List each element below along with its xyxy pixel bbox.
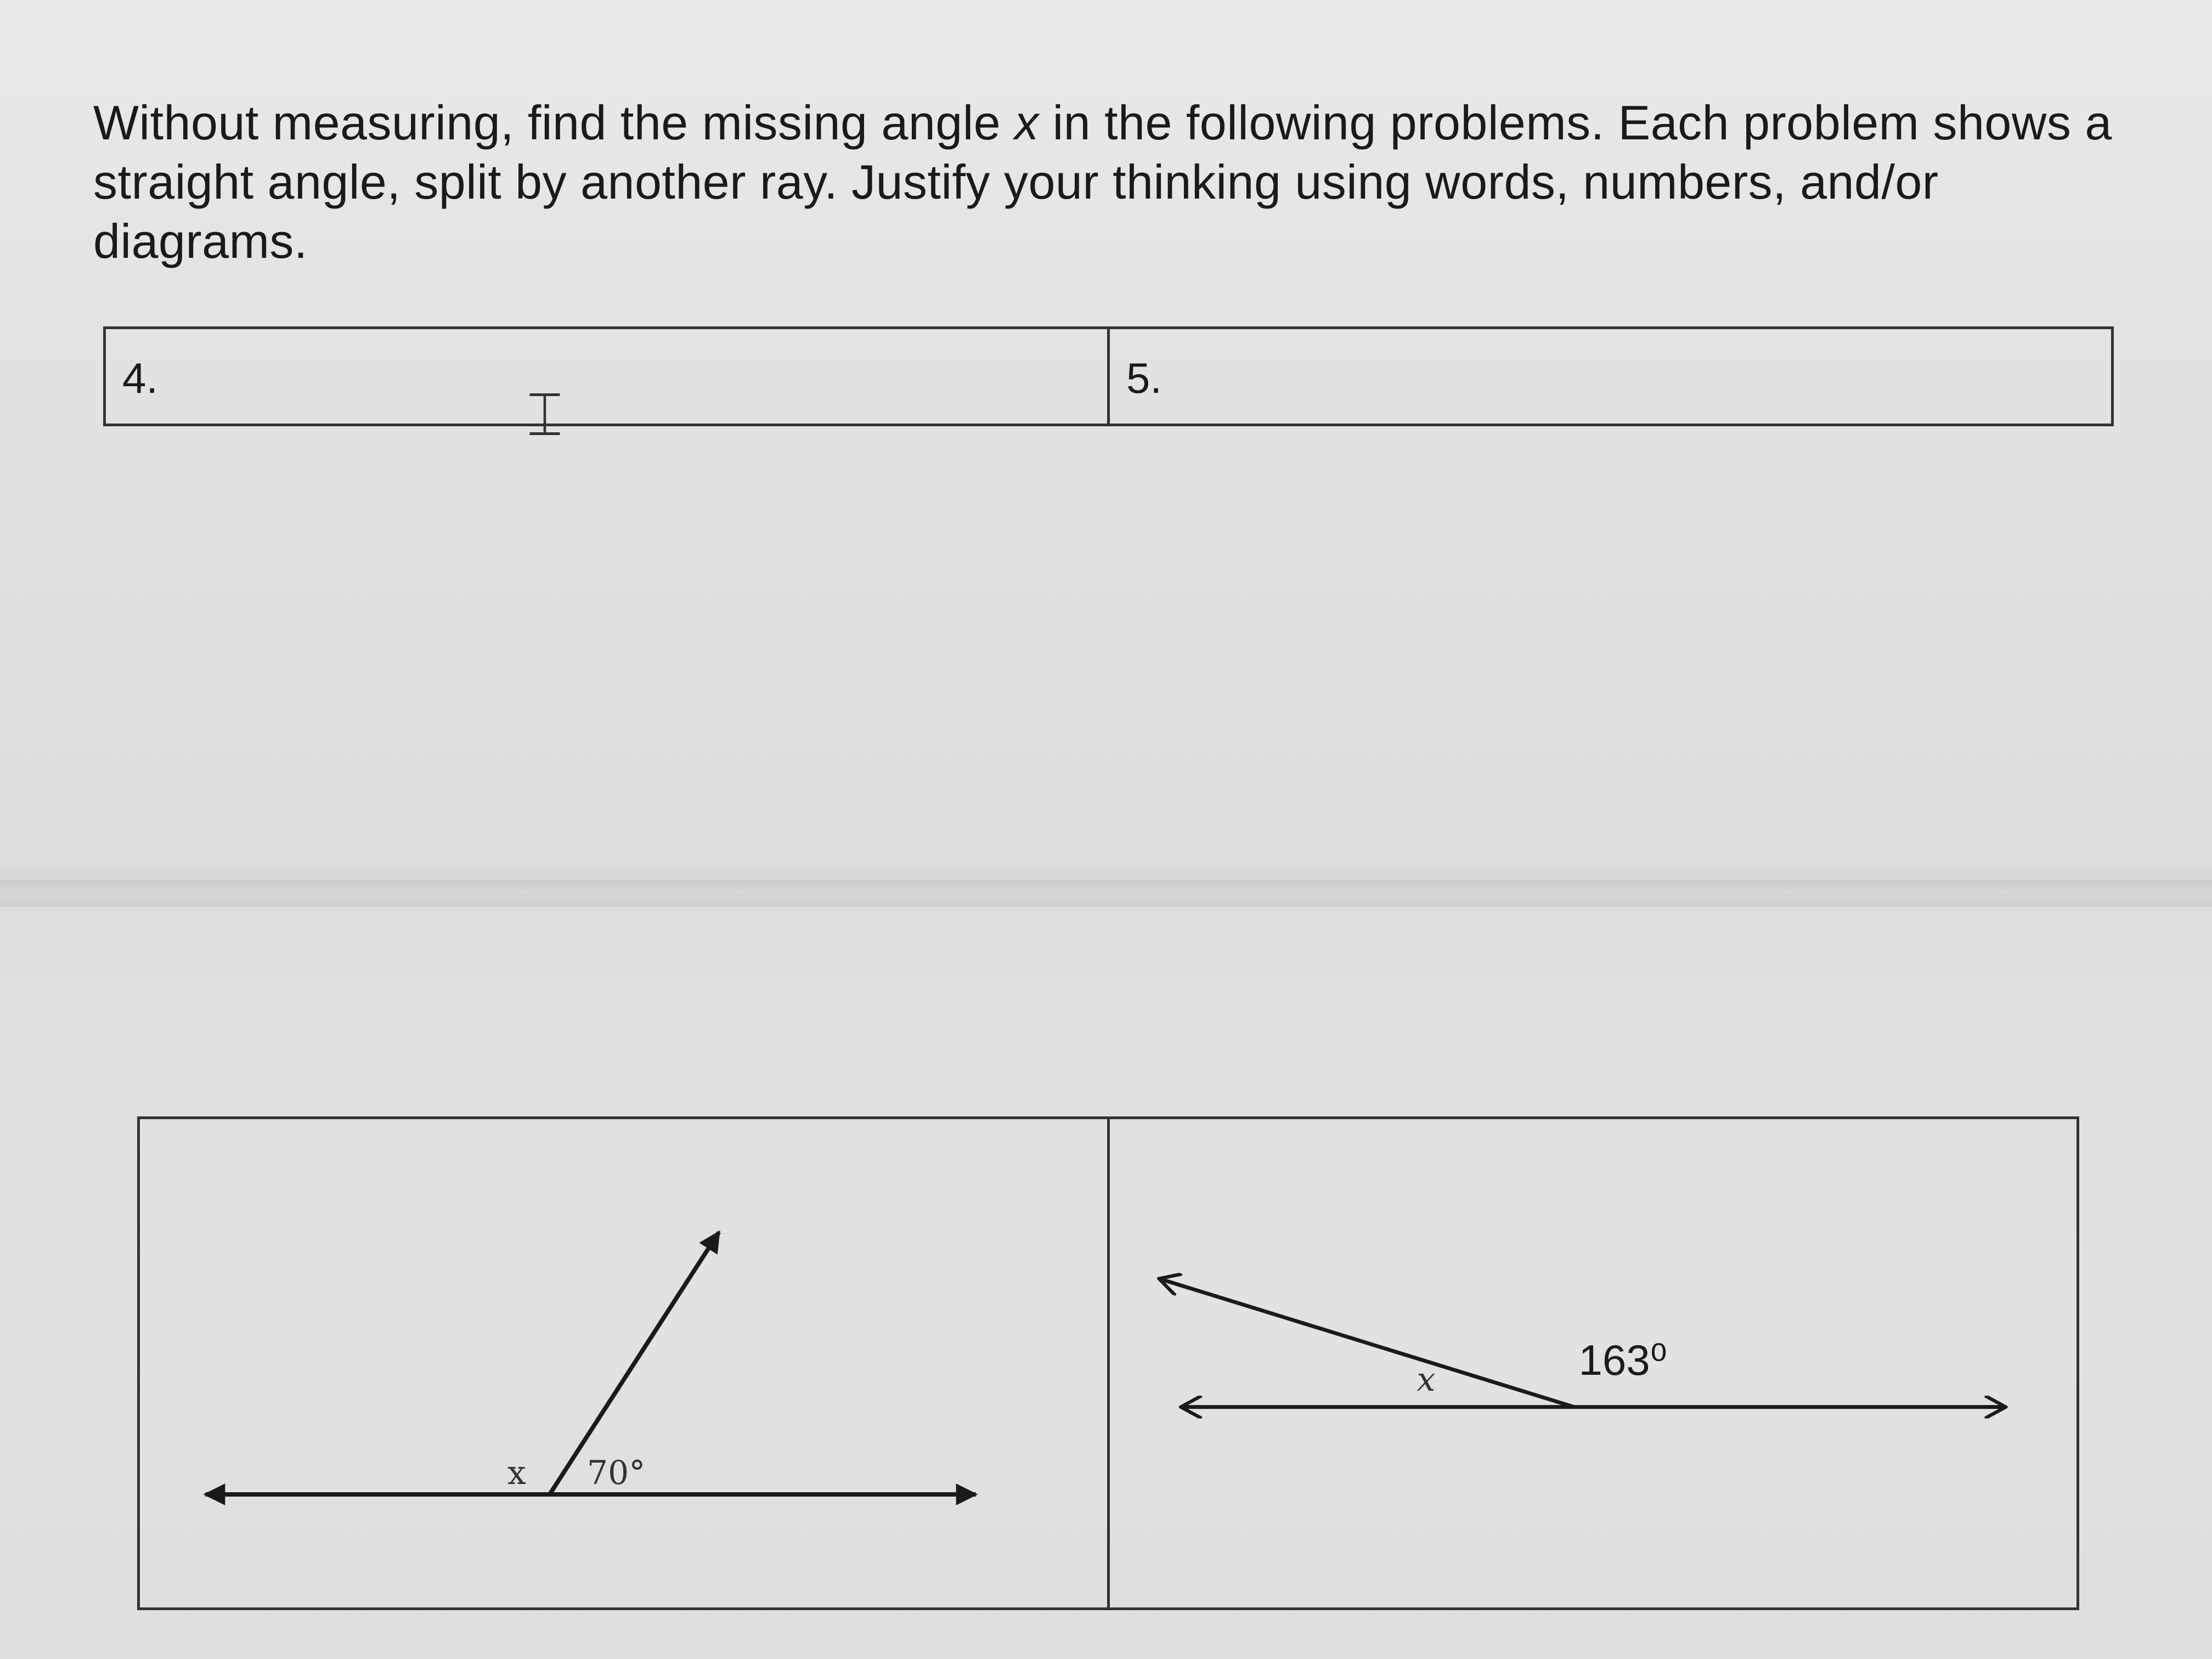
- problem-5-known-angle: 163⁰: [1578, 1336, 1667, 1384]
- problem-5-unknown-angle: x: [1417, 1361, 1436, 1399]
- problem-5-number-cell[interactable]: [1107, 329, 2111, 424]
- problem-4-unknown-angle: x: [507, 1454, 526, 1492]
- instructions-variable: x: [1014, 95, 1039, 150]
- problem-4-number-cell[interactable]: [106, 329, 1107, 424]
- problem-5-diagram[interactable]: [1107, 1119, 2077, 1607]
- text-cursor-icon: ⌶: [527, 379, 563, 449]
- problem-4-number: 4.: [122, 354, 159, 402]
- instructions-part-2: in the following problems. Each problem shows a straight angle, split by another ray. Justify your thinking using words, numbers, and/or diagrams.: [93, 95, 2112, 268]
- instructions-part-1: Without measuring, find the missing angle: [93, 95, 1015, 150]
- problem-number-row: [103, 326, 2114, 426]
- problem-5-ray: [1159, 1279, 1574, 1407]
- instructions-text: [93, 93, 2123, 271]
- problem-4-known-angle: 70°: [587, 1454, 646, 1492]
- problem-diagram-row: [137, 1116, 2079, 1610]
- problem-4-angle-diagram: [140, 1119, 1107, 1607]
- problem-4-diagram[interactable]: [140, 1119, 1107, 1607]
- problem-5-number: 5.: [1126, 354, 1163, 402]
- page-divider: [0, 881, 2212, 907]
